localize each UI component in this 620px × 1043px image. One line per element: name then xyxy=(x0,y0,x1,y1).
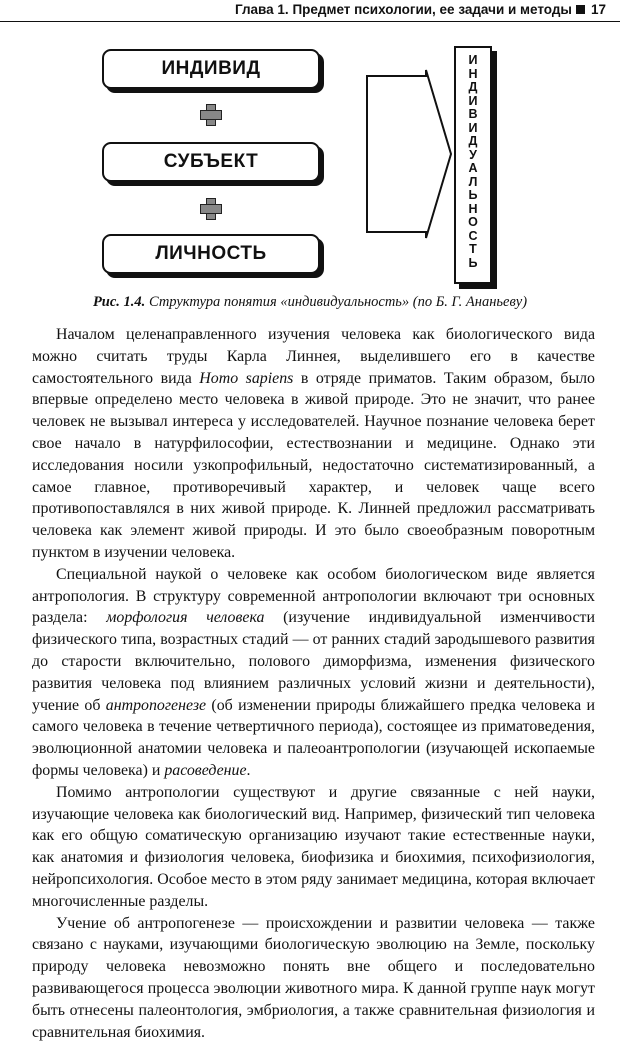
figure-1-4 xyxy=(0,30,620,290)
individuality-letter: С xyxy=(468,228,478,243)
individuality-label xyxy=(456,54,490,270)
box-personality: ЛИЧНОСТЬ xyxy=(102,234,320,274)
chapter-title: Глава 1. Предмет психологии, ее задачи и методы xyxy=(234,2,572,17)
square-bullet-icon xyxy=(576,5,585,14)
arrow-right-icon xyxy=(364,68,454,240)
italic-term: морфология человека xyxy=(106,609,265,627)
individuality-letter: Д xyxy=(468,80,478,94)
individuality-box xyxy=(454,46,492,284)
individuality-letter: Ь xyxy=(468,188,478,202)
paragraph: Помимо антропологии существуют и другие связанные с ней науки, изучающие человека как биологический вид. Например, физический тип человека как его общую соматическую организацию изучают такие естественные науки, как анатомия и физиология человека, биофизика и биохимия, психофизиология, нейропсихология. Особое место в этом ряду занимает медицина, которая включает многочисленные разделы. xyxy=(32,783,595,910)
individuality-letter: Л xyxy=(468,174,478,189)
individuality-letter: И xyxy=(468,93,478,108)
plus-icon xyxy=(200,104,222,126)
individuality-letter: В xyxy=(468,107,478,121)
caption-label: Рис. 1.4. xyxy=(92,294,146,310)
plus-icon xyxy=(200,198,222,220)
header-rule xyxy=(0,21,620,22)
individuality-letter: Н xyxy=(468,201,478,216)
header-text xyxy=(235,2,606,17)
box-subject: СУБЪЕКТ xyxy=(102,142,320,182)
caption-text: Структура понятия «индивидуальность» (по Б. Г. Ананьеву) xyxy=(148,294,528,310)
individuality-letter: И xyxy=(468,53,478,67)
individuality-letter: И xyxy=(468,120,478,135)
italic-term: расоведение xyxy=(164,761,247,779)
body-text xyxy=(32,324,595,1043)
page-number: 17 xyxy=(590,2,606,17)
individuality-letter: У xyxy=(469,147,477,162)
individuality-letter: А xyxy=(468,161,478,175)
individuality-letter: Ь xyxy=(468,255,478,270)
figure-caption xyxy=(0,294,620,311)
individuality-letter: Д xyxy=(468,134,478,148)
individuality-letter: Н xyxy=(468,66,478,81)
paragraph: Началом целенаправленного изучения человека как биологического вида можно считать труды Карла Линнея, выделившего его в качестве самостоятельного вида Homo sapiens в отряде приматов. Таким образом, было впервые определено место человека в живой природе. Это не значит, что ранее человек не вызывал интереса у исследователей. Научное познание человека берет свое начало в натурфилософии, естествознании и медицине. Однако эти исследования носили узкопрофильный, недостаточно систематизированный, а самое главное, противоречивый характер, и человек чаще всего противопоставлялся в них живой природе. К. Линней предложил рассматривать человека как элемент живой природы. И это было своеобразным поворотным пунктом в изучении человека. xyxy=(32,326,596,561)
individuality-letter: О xyxy=(468,215,478,229)
individuality-letter: Т xyxy=(469,242,477,256)
paragraph: Учение об антропогенезе — происхождении и развитии человека — также связано с науками, изучающими биологическую эволюцию на Земле, поскольку природу человека невозможно понять вне общего и последовательно развивающегося процесса эволюции животного мира. К данной группе наук могут быть отнесены палеонтология, эмбриология, а также сравнительная физиология и сравнительная биохимия. xyxy=(32,914,595,1041)
italic-term: антропогенезе xyxy=(105,696,207,714)
box-individ: ИНДИВИД xyxy=(102,49,320,89)
running-header xyxy=(0,0,620,24)
paragraph: Специальной наукой о человеке как особом биологическом виде является антропология. В структуру современной антропологии включают три основных раздела: морфология человека (изучение индивидуальной изменчивости физического типа, возрастных стадий — от ранних стадий зародышевого развития до старости включительно, полового диморфизма, изменения физического развития человека под влиянием различных условий жизни и деятельности), учение об антропогенезе (об изменении природы ближайшего предка человека и самого человека в течение четвертичного периода), состоящее из приматоведения, эволюционной анатомии человека и палеоантропологии (изучающей ископаемые формы человека) и расоведение. xyxy=(32,565,596,779)
italic-term: Homo sapiens xyxy=(199,369,294,387)
